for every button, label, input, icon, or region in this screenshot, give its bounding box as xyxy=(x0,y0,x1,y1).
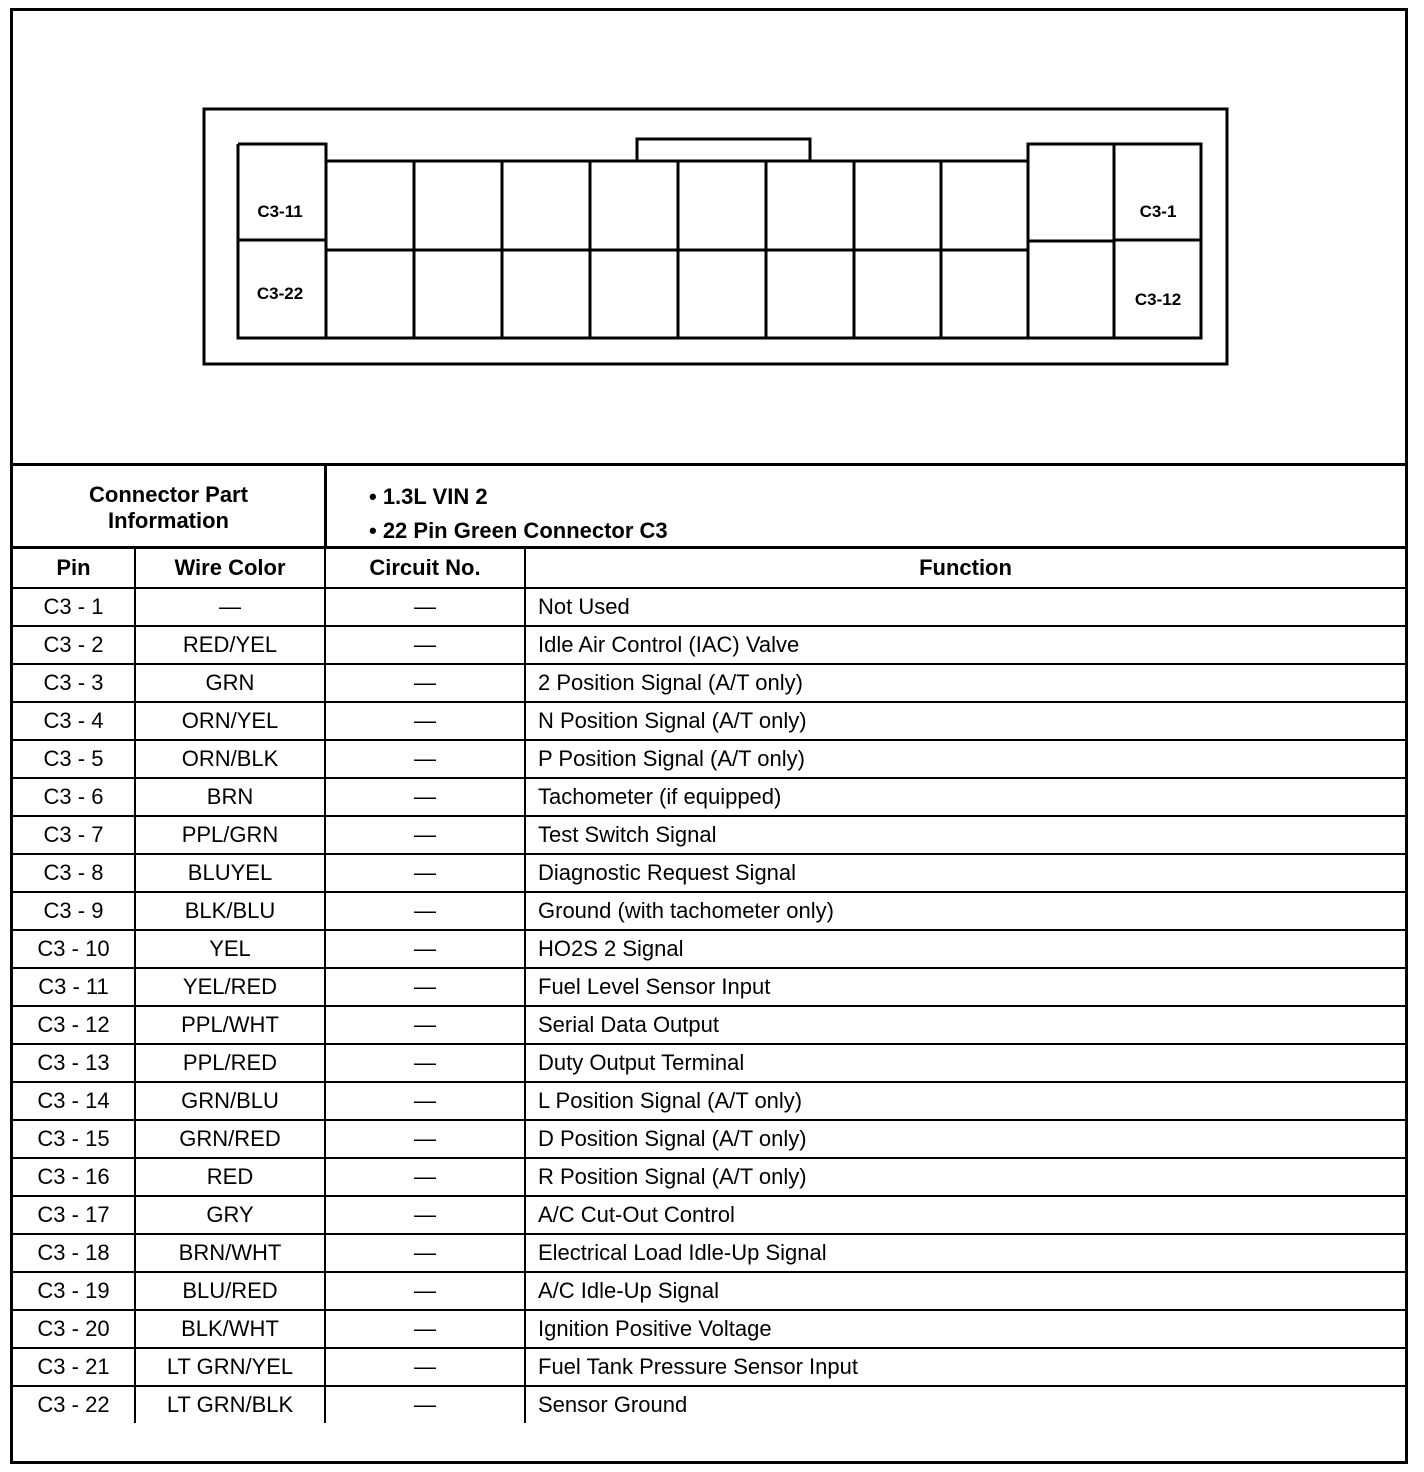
table-row xyxy=(13,588,1405,626)
connector-part-information xyxy=(13,463,1405,549)
pin-cell: C3 - 1 xyxy=(13,588,135,626)
function-cell: Idle Air Control (IAC) Valve xyxy=(525,626,1405,664)
circuit-cell: — xyxy=(325,740,525,778)
circuit-cell: — xyxy=(325,1120,525,1158)
function-cell: Not Used xyxy=(525,588,1405,626)
pin-cell: C3 - 17 xyxy=(13,1196,135,1234)
wire-color-cell: LT GRN/BLK xyxy=(135,1386,325,1423)
function-cell: Electrical Load Idle-Up Signal xyxy=(525,1234,1405,1272)
connector-diagram xyxy=(13,11,1405,463)
function-cell: D Position Signal (A/T only) xyxy=(525,1120,1405,1158)
table-row xyxy=(13,854,1405,892)
wire-color-cell: BLK/BLU xyxy=(135,892,325,930)
pinout-table xyxy=(13,546,1405,1423)
wire-color-cell: BLUYEL xyxy=(135,854,325,892)
function-cell: N Position Signal (A/T only) xyxy=(525,702,1405,740)
table-header-row xyxy=(13,548,1405,589)
wire-color-cell: YEL/RED xyxy=(135,968,325,1006)
pin-cell: C3 - 8 xyxy=(13,854,135,892)
circuit-cell: — xyxy=(325,1044,525,1082)
connector-housing xyxy=(204,109,1227,364)
pin-cell: C3 - 7 xyxy=(13,816,135,854)
function-cell: Fuel Level Sensor Input xyxy=(525,968,1405,1006)
header-pin: Pin xyxy=(13,548,135,589)
function-cell: Serial Data Output xyxy=(525,1006,1405,1044)
wire-color-cell: BRN/WHT xyxy=(135,1234,325,1272)
pin-cell: C3 - 9 xyxy=(13,892,135,930)
table-row xyxy=(13,1158,1405,1196)
function-cell: R Position Signal (A/T only) xyxy=(525,1158,1405,1196)
header-circuit-no: Circuit No. xyxy=(325,548,525,589)
wire-color-cell: PPL/RED xyxy=(135,1044,325,1082)
pin-label-c3-12: C3-12 xyxy=(1134,290,1182,309)
function-cell: A/C Idle-Up Signal xyxy=(525,1272,1405,1310)
table-row xyxy=(13,892,1405,930)
circuit-cell: — xyxy=(325,702,525,740)
wire-color-cell: BRN xyxy=(135,778,325,816)
wire-color-cell: ORN/YEL xyxy=(135,702,325,740)
pin-cell: C3 - 19 xyxy=(13,1272,135,1310)
circuit-cell: — xyxy=(325,1386,525,1423)
function-cell: Diagnostic Request Signal xyxy=(525,854,1405,892)
connector-sheet xyxy=(10,8,1408,1464)
connector-info-bullet: • 22 Pin Green Connector C3 xyxy=(369,518,668,543)
pin-cell: C3 - 11 xyxy=(13,968,135,1006)
pin-cell: C3 - 2 xyxy=(13,626,135,664)
table-row xyxy=(13,1234,1405,1272)
circuit-cell: — xyxy=(325,588,525,626)
function-cell: Ground (with tachometer only) xyxy=(525,892,1405,930)
circuit-cell: — xyxy=(325,930,525,968)
circuit-cell: — xyxy=(325,778,525,816)
function-cell: P Position Signal (A/T only) xyxy=(525,740,1405,778)
pin-label-c3-11: C3-11 xyxy=(257,202,303,221)
pin-cell: C3 - 15 xyxy=(13,1120,135,1158)
circuit-cell: — xyxy=(325,892,525,930)
connector-info-bullets xyxy=(369,484,668,552)
function-cell: Ignition Positive Voltage xyxy=(525,1310,1405,1348)
pin-cell: C3 - 21 xyxy=(13,1348,135,1386)
function-cell: 2 Position Signal (A/T only) xyxy=(525,664,1405,702)
table-row xyxy=(13,1082,1405,1120)
table-row xyxy=(13,1196,1405,1234)
wire-color-cell: BLU/RED xyxy=(135,1272,325,1310)
circuit-cell: — xyxy=(325,816,525,854)
wire-color-cell: ORN/BLK xyxy=(135,740,325,778)
table-row xyxy=(13,1044,1405,1082)
pin-cell: C3 - 18 xyxy=(13,1234,135,1272)
function-cell: Tachometer (if equipped) xyxy=(525,778,1405,816)
connector-info-heading: Connector Part Information xyxy=(89,481,248,533)
pin-cell: C3 - 6 xyxy=(13,778,135,816)
pin-cell: C3 - 4 xyxy=(13,702,135,740)
wire-color-cell: GRN xyxy=(135,664,325,702)
circuit-cell: — xyxy=(325,1310,525,1348)
wire-color-cell: YEL xyxy=(135,930,325,968)
header-function: Function xyxy=(525,548,1405,589)
wire-color-cell: — xyxy=(135,588,325,626)
function-cell: A/C Cut-Out Control xyxy=(525,1196,1405,1234)
table-row xyxy=(13,1348,1405,1386)
wire-color-cell: PPL/WHT xyxy=(135,1006,325,1044)
circuit-cell: — xyxy=(325,1234,525,1272)
function-cell: Fuel Tank Pressure Sensor Input xyxy=(525,1348,1405,1386)
circuit-cell: — xyxy=(325,968,525,1006)
pin-label-c3-22: C3-22 xyxy=(256,284,304,303)
wire-color-cell: LT GRN/YEL xyxy=(135,1348,325,1386)
table-row xyxy=(13,930,1405,968)
circuit-cell: — xyxy=(325,626,525,664)
circuit-cell: — xyxy=(325,1348,525,1386)
table-row xyxy=(13,626,1405,664)
wire-color-cell: GRN/BLU xyxy=(135,1082,325,1120)
wire-color-cell: RED xyxy=(135,1158,325,1196)
function-cell: Sensor Ground xyxy=(525,1386,1405,1423)
table-row xyxy=(13,1272,1405,1310)
table-row xyxy=(13,778,1405,816)
connector-key-tab xyxy=(637,139,810,161)
wire-color-cell: BLK/WHT xyxy=(135,1310,325,1348)
circuit-cell: — xyxy=(325,664,525,702)
table-row xyxy=(13,816,1405,854)
circuit-cell: — xyxy=(325,1006,525,1044)
function-cell: Duty Output Terminal xyxy=(525,1044,1405,1082)
table-row xyxy=(13,1386,1405,1423)
circuit-cell: — xyxy=(325,1082,525,1120)
table-row xyxy=(13,1310,1405,1348)
wire-color-cell: GRY xyxy=(135,1196,325,1234)
table-row xyxy=(13,702,1405,740)
wire-color-cell: PPL/GRN xyxy=(135,816,325,854)
pin-cell: C3 - 13 xyxy=(13,1044,135,1082)
circuit-cell: — xyxy=(325,854,525,892)
function-cell: HO2S 2 Signal xyxy=(525,930,1405,968)
pin-label-c3-1: C3-1 xyxy=(1139,202,1177,221)
connector-info-bullet: • 1.3L VIN 2 xyxy=(369,484,488,509)
table-row xyxy=(13,968,1405,1006)
function-cell: Test Switch Signal xyxy=(525,816,1405,854)
table-row xyxy=(13,1006,1405,1044)
circuit-cell: — xyxy=(325,1196,525,1234)
wire-color-cell: RED/YEL xyxy=(135,626,325,664)
table-row xyxy=(13,664,1405,702)
circuit-cell: — xyxy=(325,1158,525,1196)
pin-cell: C3 - 10 xyxy=(13,930,135,968)
table-row xyxy=(13,740,1405,778)
header-wire-color: Wire Color xyxy=(135,548,325,589)
pin-cell: C3 - 22 xyxy=(13,1386,135,1423)
pin-cell: C3 - 5 xyxy=(13,740,135,778)
pin-cell: C3 - 20 xyxy=(13,1310,135,1348)
wire-color-cell: GRN/RED xyxy=(135,1120,325,1158)
pin-cell: C3 - 3 xyxy=(13,664,135,702)
circuit-cell: — xyxy=(325,1272,525,1310)
function-cell: L Position Signal (A/T only) xyxy=(525,1082,1405,1120)
table-row xyxy=(13,1120,1405,1158)
pin-cell: C3 - 12 xyxy=(13,1006,135,1044)
pin-cell: C3 - 14 xyxy=(13,1082,135,1120)
pin-cell: C3 - 16 xyxy=(13,1158,135,1196)
